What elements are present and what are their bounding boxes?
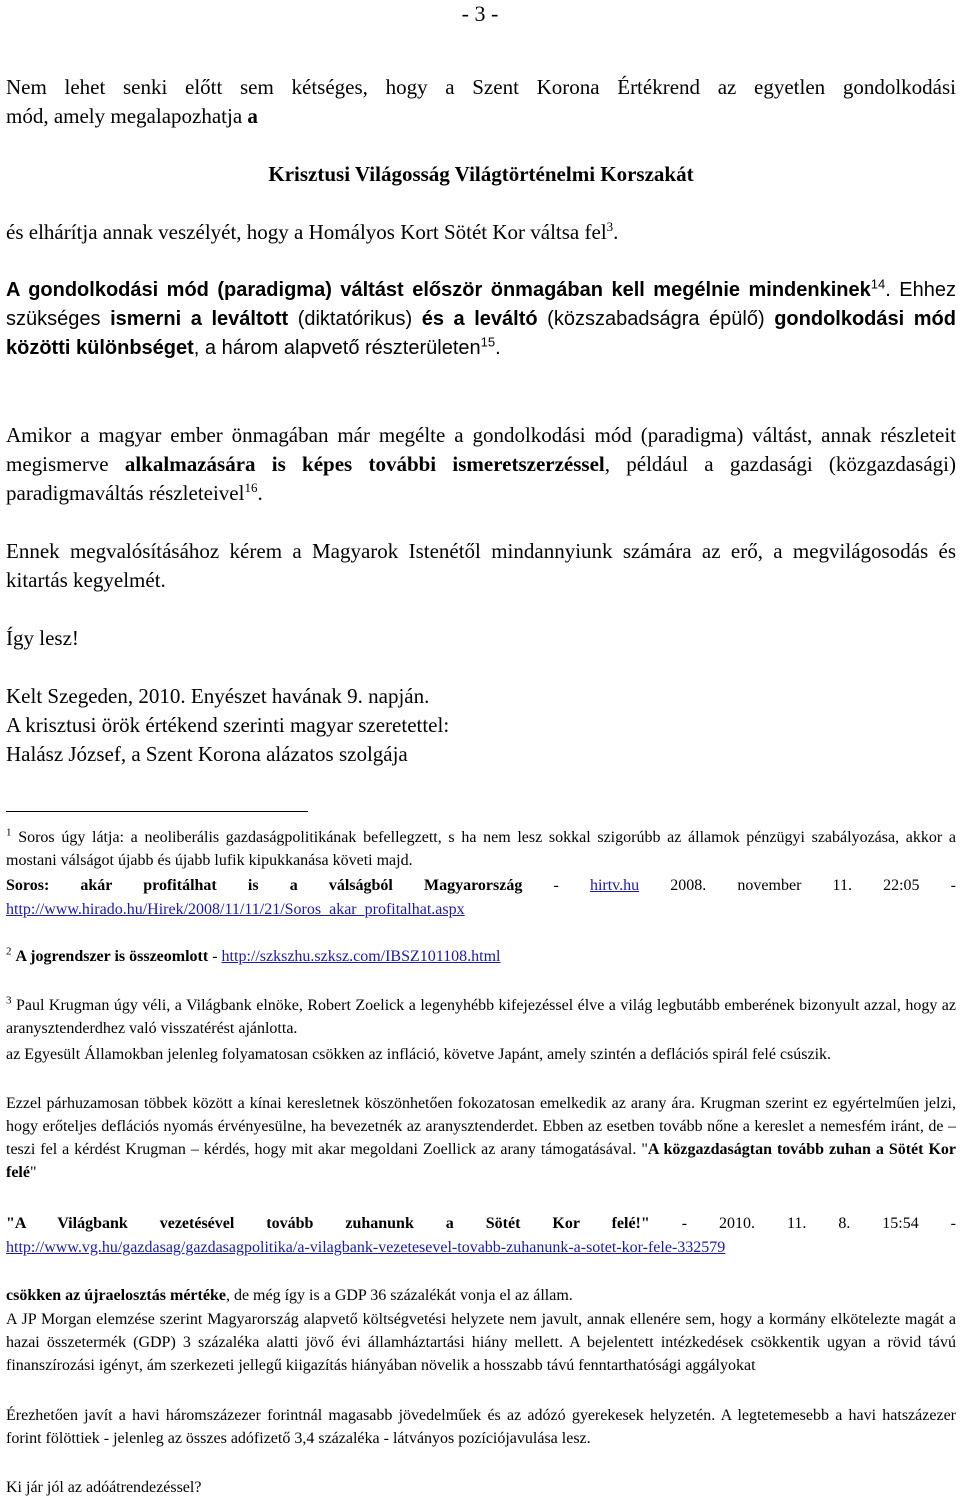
footnote-2 [6, 945, 956, 968]
signature-line-2: A krisztusi örök értékend szerinti magyar szeretettel: [6, 713, 450, 737]
intro-line-1: Nem lehet senki előtt sem kétséges, hogy a Szent Korona Értékrend az egyetlen gondolkodási [6, 75, 956, 99]
footnote-3-number: 3 [6, 994, 12, 1007]
paragraph-4-bold: alkalmazására is képes további ismeretszerzéssel [124, 452, 605, 476]
tail-p1-text: , de még így is a GDP 36 százalékát vonja el az állam. [225, 1287, 573, 1304]
signature-line-3: Halász József, a Szent Korona alázatos szolgája [6, 742, 408, 766]
footnote-ref-14[interactable]: 14 [870, 276, 886, 292]
page-number: - 3 - [461, 1, 499, 26]
footnote-3-p3-bold: A közgazdaságtan tovább zuhan a Sötét Kor felé [6, 1141, 957, 1181]
paragraph-2 [6, 218, 956, 247]
footnote-3-p4 [6, 1212, 956, 1235]
paragraph-2-text: és elhárítja annak veszélyét, hogy a Homályos Kort Sötét Kor váltsa fel [6, 220, 607, 244]
paragraph-3-bold-4: gondolkodási mód közötti különbséget [6, 308, 956, 359]
footnote-1-site-link[interactable]: hirtv.hu [589, 877, 640, 894]
footnote-1 [6, 826, 956, 872]
footnote-2-number: 2 [6, 945, 12, 958]
paragraph-2-end: . [613, 220, 619, 244]
footnote-3-p3-end: " [29, 1164, 37, 1181]
footnote-ref-16[interactable]: 16 [244, 480, 258, 495]
footnote-3-p1-text: Paul Krugman úgy véli, a Világbank elnöke, Robert Zoelick a legenyhébb kifejezéssel élve a világ legbutább emberének bizonyult azzal, hogy az aranysztenderdhez való visszatérést ajánlotta. [6, 997, 956, 1037]
paragraph-3-text-1: . Ehhez szükséges [6, 279, 956, 330]
footnote-3-p3-text: Ezzel párhuzamosan többek között a kínai keresletnek köszönhetően fokozatosan emelkedik az arany ára. Krugman szerint ez egyértelműen jelzi, hogy erőteljes deflációs nyomás érvényesülne, ha bevezetnék az aranysztenderdet. Ebben az esetben tovább nőne a kereslet a nemesfém iránt, de – teszi fel a kérdést Krugman – kérdés, hogy mit akar megoldani Zoellick az arany támogatásával. " [6, 1095, 956, 1158]
paragraph-5: Ennek megvalósításához kérem a Magyarok Istenétől mindannyiunk számára az erő, a megvilágosodás és kitartás kegyelmét. [6, 539, 956, 592]
footnote-ref-15[interactable]: 15 [480, 334, 496, 350]
footnote-2-dash: - [208, 948, 222, 965]
heading [6, 160, 956, 189]
heading-text: Krisztusi Világosság Világtörténelmi Korszakát [268, 162, 694, 186]
intro-line-2-bold: a [247, 104, 258, 128]
footnote-1-source [6, 874, 956, 897]
signature-line-1: Kelt Szegeden, 2010. Enyészet havának 9. napján. [6, 684, 430, 708]
footnote-3-url-line [6, 1236, 956, 1259]
paragraph-3-bold-1: A gondolkodási mód (paradigma) váltást először önmagában kell megélnie mindenkinek [6, 279, 871, 301]
tail-p3: Érezhetően javít a havi háromszázezer forintnál magasabb jövedelműek és az adózó gyerekesek helyzetén. A legtetemesebb a havi hatszázezer forint fölöttiek - jelenleg az összes adófizető 3,4 százaléka - látványos pozíciójavulása lesz. [6, 1407, 956, 1447]
footnote-1-date: 2008. november 11. 22:05 - [639, 877, 956, 894]
footnote-3-p2: az Egyesült Államokban jelenleg folyamatosan csökken az infláció, követve Japánt, amely szintén a deflációs spirál felé csúszik. [6, 1046, 832, 1063]
footnote-1-number: 1 [6, 826, 12, 839]
tail-p4: Ki jár jól az adóátrendezéssel? [6, 1479, 202, 1496]
footnote-2-title: A jogrendszer is összeomlott [15, 948, 209, 965]
paragraph-3-text-3: (közszabadságra épülő) [537, 308, 775, 330]
footnote-ref-3[interactable]: 3 [606, 219, 614, 234]
intro-line-2 [6, 102, 956, 131]
tail-p1-bold: csökken az újraelosztás mértéke [6, 1287, 226, 1304]
footnote-1-text: Soros úgy látja: a neoliberális gazdaságpolitikának befellegzett, s ha nem lesz sokkal szigorúbb az államok pénzügyi szabályozása, akkor a mostani válságot újabb és újabb lufik kipukkanása követi majd. [6, 829, 957, 869]
paragraph-4-text-1: Amikor a magyar ember önmagában már megélte a gondolkodási mód (paradigma) váltást, annak részleteit megismerve [6, 423, 956, 476]
footnote-2-url-link[interactable]: http://szkszhu.szksz.com/IBSZ101108.html [221, 948, 501, 965]
footnote-3-url-link[interactable]: http://www.vg.hu/gazdasag/gazdasagpolitika/a-vilagbank-vezetesevel-tovabb-zuhanunk-a-sotet-kor-fele-332579 [6, 1239, 726, 1256]
tail-p1 [6, 1284, 956, 1307]
tail-p2: A JP Morgan elemzése szerint Magyarország alapvető költségvetési helyzete nem javult, annak ellenére sem, hogy a kormány elkötelezte magát a hazai összetermék (GDP) 3 százaléka alatti jövő évi államháztartási hiány mellett. A bejelentett intézkedések csökkentik ugyan a rövid távú finanszírozási igényt, ám szerkezeti jellegű kiigazítás hiányában növelik a hosszabb távú fenntarthatósági aggályokat [6, 1311, 956, 1374]
footnote-3-p4-date: - 2010. 11. 8. 15:54 - [649, 1215, 956, 1232]
paragraph-6: Így lesz! [6, 626, 79, 650]
paragraph-3-bold-3: és a leváltó [421, 308, 538, 330]
footnote-3-p3 [6, 1092, 956, 1184]
paragraph-4 [6, 421, 956, 508]
paragraph-3-bold-2: ismerni a leváltott [110, 308, 289, 330]
footnote-3-p4-bold: "A Világbank vezetésével tovább zuhanunk a Sötét Kor felé!" [6, 1215, 650, 1232]
paragraph-4-end: . [257, 481, 263, 505]
paragraph-3-text-2: (diktatórikus) [288, 308, 422, 330]
paragraph-4-text-2: , például a gazdasági (közgazdasági) paradigmaváltás részleteivel [6, 452, 956, 505]
footnote-1-url-line [6, 898, 956, 921]
footnote-1-dash: - [522, 877, 590, 894]
footnote-separator [6, 811, 308, 812]
footnote-1-url-link[interactable]: http://www.hirado.hu/Hirek/2008/11/11/21/Soros_akar_profitalhat.aspx [6, 901, 465, 918]
paragraph-3-end: . [495, 337, 501, 359]
footnote-3-p1 [6, 994, 956, 1040]
paragraph-3-text-4: , a három alapvető részterületen [193, 337, 481, 359]
paragraph-3 [6, 276, 956, 363]
intro-line-2-text: mód, amely megalapozhatja [6, 104, 248, 128]
footnote-1-title: Soros: akár profitálhat is a válságból Magyarország [6, 877, 523, 894]
